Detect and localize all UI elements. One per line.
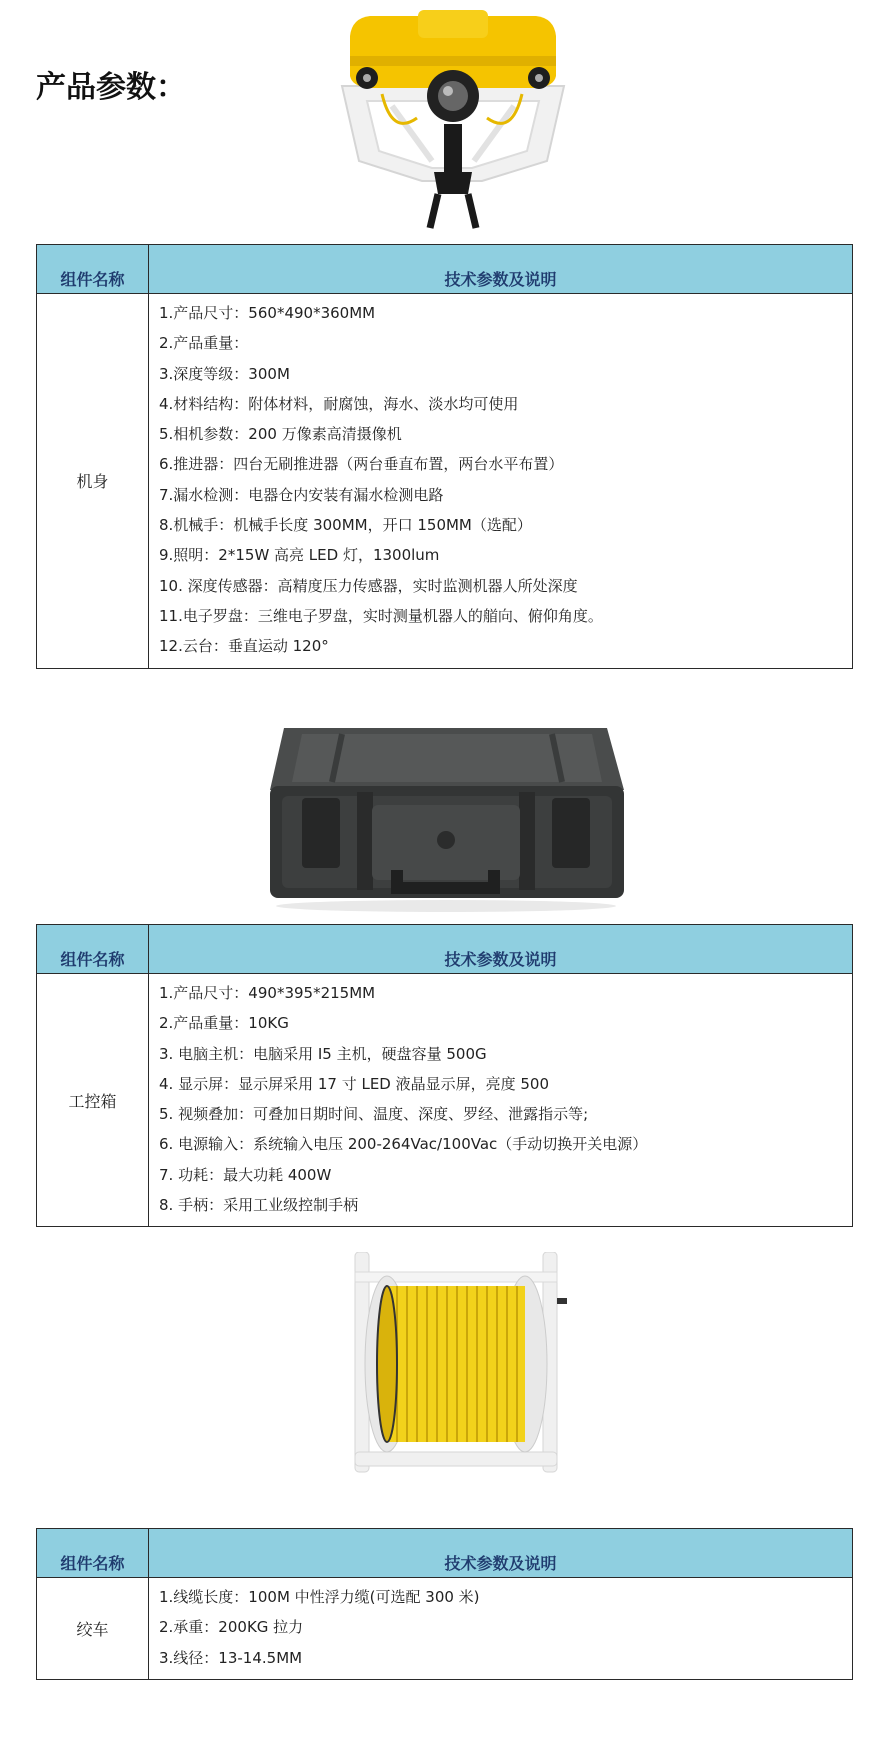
component-name: 机身 [37,294,149,669]
spec-item: 2.产品重量：10KG [159,1014,289,1033]
spec-item: 3.深度等级：300M [159,364,290,383]
header-component-name: 组件名称 [37,245,149,294]
header-specs: 技术参数及说明 [149,245,853,294]
spec-item: 8. 手柄：采用工业级控制手柄 [159,1196,359,1215]
spec-item: 12.云台：垂直运动 120° [159,637,329,656]
header-specs: 技术参数及说明 [149,1529,853,1578]
header-specs: 技术参数及说明 [149,925,853,974]
spec-item: 11.电子罗盘：三维电子罗盘，实时测量机器人的艏向、俯仰角度。 [159,606,603,625]
spec-item: 9.照明：2*15W 高亮 LED 灯，1300lum [159,546,440,565]
page-title: 产品参数： [36,70,186,105]
spec-list [149,974,853,1227]
spec-item: 7.漏水检测：电器仓内安装有漏水检测电路 [159,485,444,504]
winch-image [345,1252,567,1482]
spec-item: 3.线径：13-14.5MM [159,1648,303,1667]
spec-item: 1.产品尺寸：490*395*215MM [159,984,376,1002]
spec-table-rov [36,244,853,669]
rov-image [322,6,584,250]
spec-list [149,1578,853,1680]
component-name: 绞车 [37,1578,149,1680]
spec-table-winch [36,1528,853,1680]
spec-item: 1.产品尺寸：560*490*360MM [159,304,376,322]
control-case-image [262,720,630,912]
header-component-name: 组件名称 [37,1529,149,1578]
spec-item: 4. 显示屏：显示屏采用 17 寸 LED 液晶显示屏，亮度 500 [159,1074,550,1093]
spec-item: 6.推进器：四台无刷推进器（两台垂直布置，两台水平布置） [159,455,564,474]
spec-list [149,294,853,669]
spec-item: 2.承重：200KG 拉力 [159,1618,304,1637]
component-name: 工控箱 [37,974,149,1227]
header-component-name: 组件名称 [37,925,149,974]
spec-item: 5. 视频叠加：可叠加日期时间、温度、深度、罗经、泄露指示等; [159,1105,589,1124]
spec-item: 6. 电源输入：系统输入电压 200-264Vac/100Vac（手动切换开关电源） [159,1135,648,1154]
spec-item: 7. 功耗：最大功耗 400W [159,1165,332,1184]
spec-item: 10. 深度传感器：高精度压力传感器，实时监测机器人所处深度 [159,576,578,595]
spec-table-control-case [36,924,853,1227]
spec-item: 8.机械手：机械手长度 300MM，开口 150MM（选配） [159,516,532,535]
spec-item: 1.线缆长度：100M 中性浮力缆(可选配 300 米) [159,1588,480,1606]
spec-item: 2.产品重量： [159,334,249,353]
spec-item: 4.材料结构：附体材料，耐腐蚀，海水、淡水均可使用 [159,394,519,413]
spec-item: 3. 电脑主机：电脑采用 I5 主机，硬盘容量 500G [159,1044,487,1063]
spec-item: 5.相机参数：200 万像素高清摄像机 [159,425,402,444]
